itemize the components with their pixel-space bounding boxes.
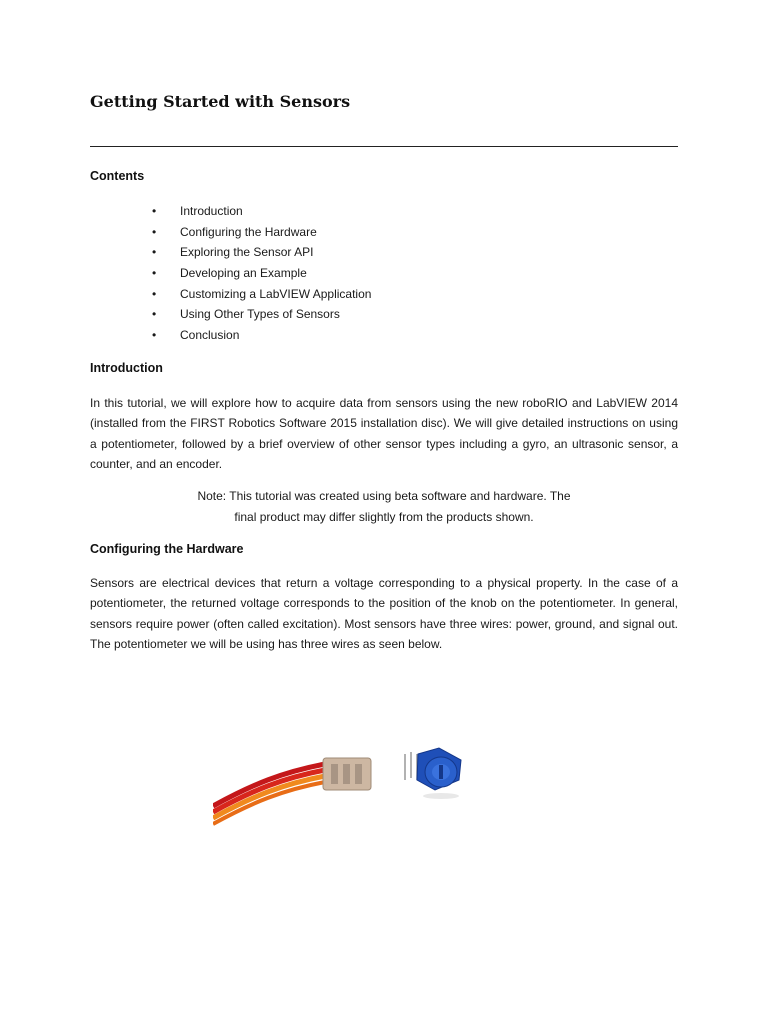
- contents-item-label: Exploring the Sensor API: [180, 245, 314, 260]
- potentiometer-photo: [213, 668, 543, 880]
- bullet-icon: •: [152, 224, 157, 239]
- contents-item-label: Configuring the Hardware: [180, 224, 317, 239]
- introduction-paragraph: In this tutorial, we will explore how to acquire data from sensors using the new roboRIO and LabVIEW 2014 (installed from the FIRST Robotics Software 2015 installation disc). We will give detailed instructions on using a potentiometer, followed by a brief overview of other sensor types including a gyro, an ultrasonic sensor, a counter, and an encoder.: [90, 396, 678, 471]
- bullet-icon: •: [152, 307, 157, 322]
- contents-item-label: Conclusion: [180, 328, 240, 343]
- contents-heading: Contents: [90, 169, 145, 183]
- bullet-icon: •: [152, 286, 157, 301]
- hardware-heading: Configuring the Hardware: [90, 542, 244, 556]
- bullet-icon: •: [152, 328, 157, 343]
- contents-item-label: Developing an Example: [180, 266, 307, 281]
- note-text: [90, 486, 678, 527]
- contents-item-label: Customizing a LabVIEW Application: [180, 286, 372, 301]
- document-title: Getting Started with Sensors: [90, 92, 351, 111]
- contents-item-label: Introduction: [180, 204, 243, 218]
- contents-item-label: Using Other Types of Sensors: [180, 307, 340, 322]
- note-line: final product may differ slightly from the products shown.: [234, 509, 534, 524]
- photo-background: [213, 668, 543, 880]
- bullet-icon: •: [152, 245, 157, 260]
- note-line: Note: This tutorial was created using beta software and hardware. The: [197, 489, 571, 503]
- title-divider: [90, 146, 678, 147]
- bullet-icon: •: [152, 204, 157, 218]
- wire-connector: [323, 758, 371, 790]
- introduction-heading: Introduction: [90, 361, 163, 375]
- hardware-paragraph: Sensors are electrical devices that return a voltage corresponding to a physical property. In the case of a potentiometer, the returned voltage corresponds to the position of the knob on the potentiometer. In general, sensors require power (often called excitation). Most sensors have three wires: power, ground, and signal out. The potentiometer we will be using has three wires as seen below.: [90, 576, 678, 651]
- bullet-icon: •: [152, 266, 157, 281]
